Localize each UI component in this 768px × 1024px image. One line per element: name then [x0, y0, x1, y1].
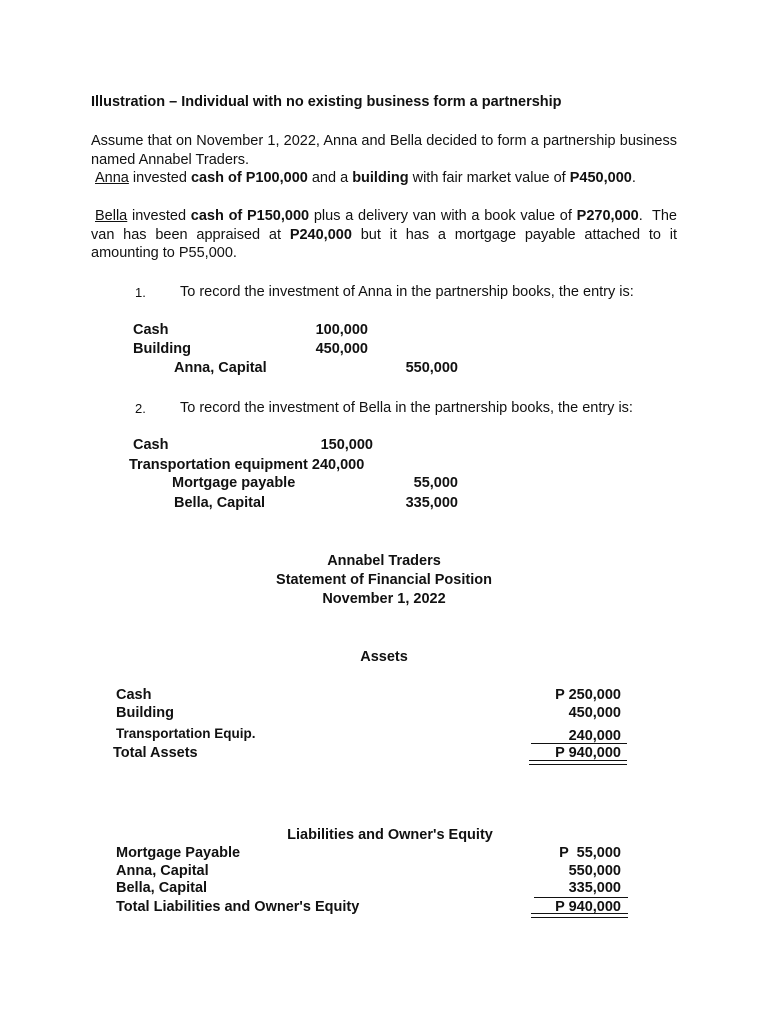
- entry1-credit: 550,000: [405, 360, 458, 376]
- asset-amount: P 250,000: [555, 687, 621, 703]
- statement-title: Statement of Financial Position: [276, 572, 492, 588]
- liability-amount: P 55,000: [559, 845, 621, 861]
- entry1-debit: 100,000: [315, 322, 368, 338]
- entry2-description: To record the investment of Bella in the partnership books, the entry is:: [180, 400, 633, 416]
- asset-label: Building: [116, 705, 174, 721]
- assets-heading: Assets: [360, 649, 408, 665]
- total-double-rule: [529, 760, 627, 765]
- total-assets-label: Total Assets: [113, 745, 198, 761]
- entry2-account: Bella, Capital: [174, 495, 266, 511]
- entry1-description: To record the investment of Anna in the partnership books, the entry is:: [180, 284, 634, 300]
- anna-name: Anna: [95, 170, 129, 186]
- entry1-account: Cash: [133, 322, 169, 338]
- asset-label: Cash: [116, 687, 152, 703]
- bella-investment: Bella invested cash of P150,000 plus a delivery van with a book value of P270,000. The van has been appraised at P240,000 but it has a mortgage payable attached to it amounting to P55,000.: [91, 208, 682, 261]
- entry2-account: Transportation equipment 240,000: [129, 457, 365, 473]
- entry2-account: Mortgage payable: [172, 475, 296, 491]
- page-heading: Illustration – Individual with no existing business form a partnership: [91, 94, 562, 110]
- entry2-debit: 150,000: [320, 437, 373, 453]
- asset-amount: 450,000: [568, 705, 621, 721]
- total-liabilities-amount: P 940,000: [555, 899, 621, 915]
- entry1-account: Anna, Capital: [174, 360, 267, 376]
- subtotal-rule: [534, 897, 628, 898]
- liabilities-heading: Liabilities and Owner's Equity: [287, 827, 493, 843]
- liability-label: Bella, Capital: [116, 880, 208, 896]
- statement-date: November 1, 2022: [322, 591, 446, 607]
- liability-amount: 550,000: [568, 863, 621, 879]
- liability-label: Mortgage Payable: [116, 845, 241, 861]
- intro-paragraph: Assume that on November 1, 2022, Anna and Bella decided to form a partnership business named Annabel Traders.: [91, 133, 677, 168]
- liability-amount: 335,000: [568, 880, 621, 896]
- entry2-credit: 335,000: [405, 495, 458, 511]
- total-assets-amount: P 940,000: [555, 745, 621, 761]
- asset-amount: 240,000: [568, 728, 621, 744]
- entry2-number: 2.: [135, 401, 146, 416]
- total-double-rule: [531, 913, 628, 918]
- entry1-number: 1.: [135, 285, 146, 300]
- anna-investment: Anna invested cash of P100,000 and a building with fair market value of P450,000.: [95, 170, 636, 186]
- liability-label: Anna, Capital: [116, 863, 209, 879]
- bella-name: Bella: [95, 208, 128, 224]
- entry2-credit: 55,000: [413, 475, 458, 491]
- total-liabilities-label: Total Liabilities and Owner's Equity: [116, 899, 360, 915]
- entry1-debit: 450,000: [315, 341, 368, 357]
- entry2-debit: 240,000: [311, 457, 365, 473]
- asset-label: Transportation Equip.: [116, 726, 256, 741]
- statement-company: Annabel Traders: [327, 553, 441, 569]
- entry1-account: Building: [133, 341, 191, 357]
- entry2-account: Cash: [133, 437, 169, 453]
- subtotal-rule: [531, 743, 627, 744]
